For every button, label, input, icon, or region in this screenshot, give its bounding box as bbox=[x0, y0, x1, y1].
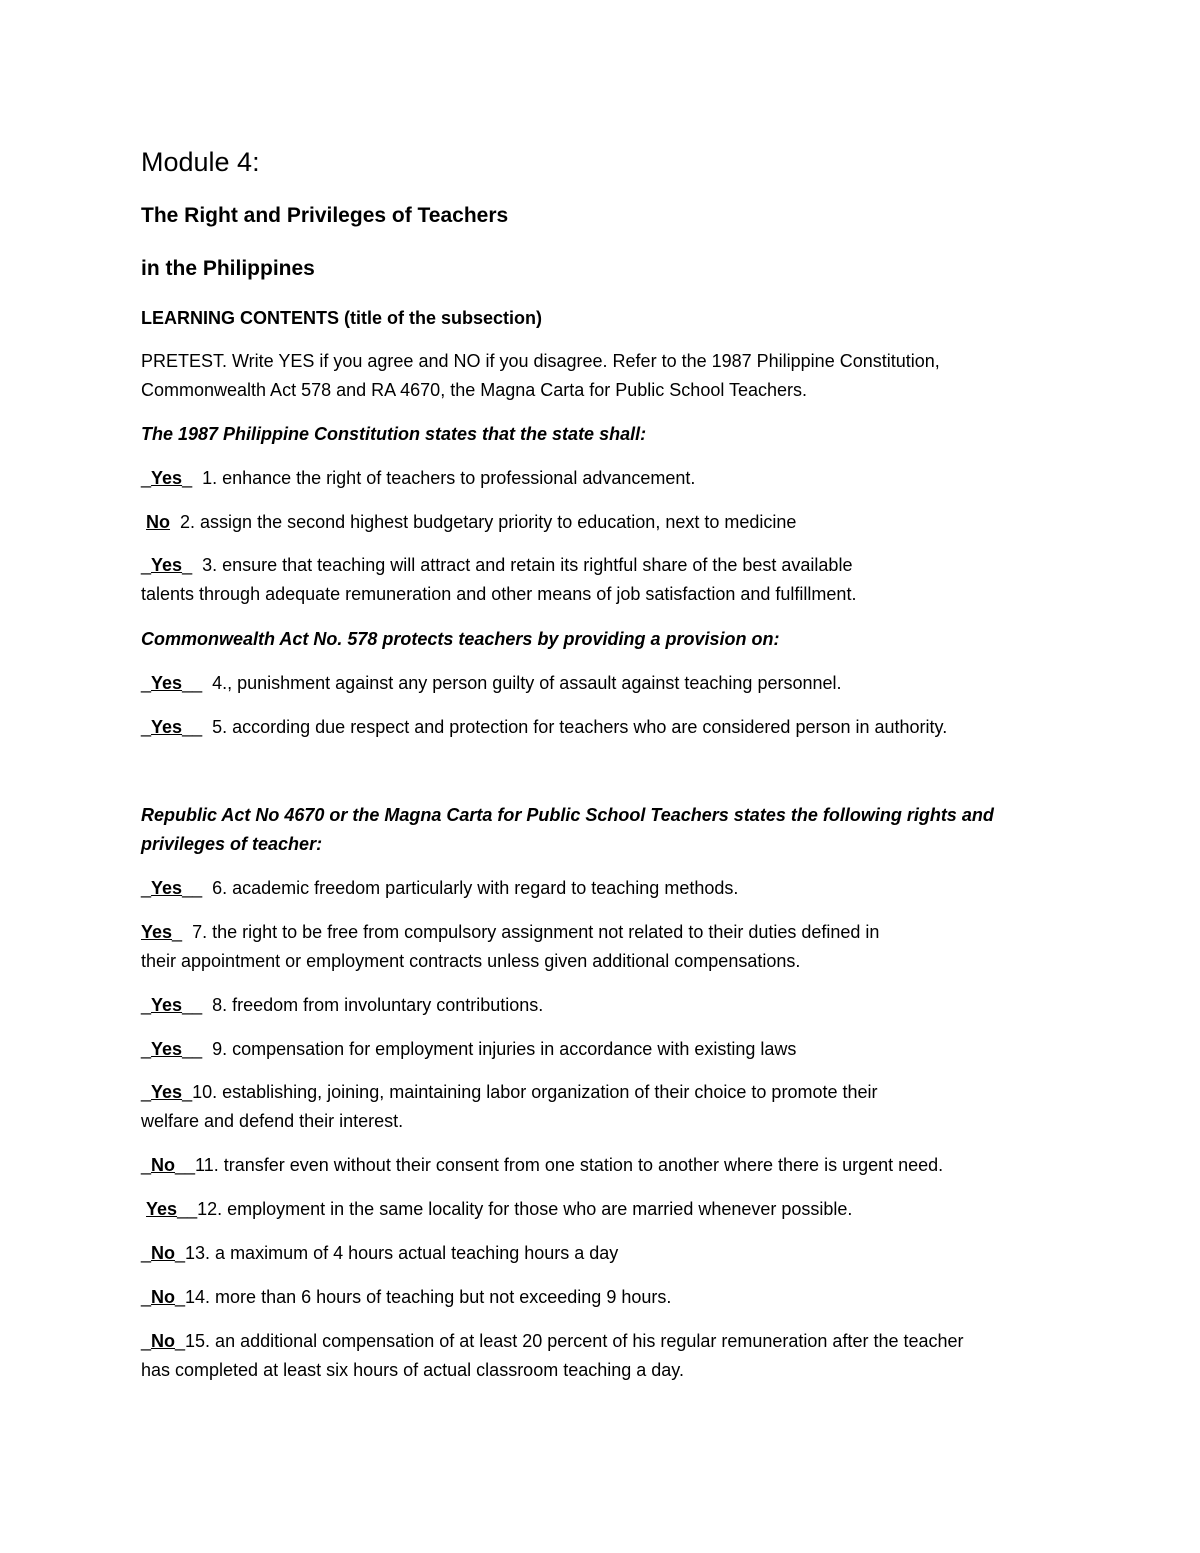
question-item-5: _Yes__ 5. according due respect and protection for teachers who are considered person in authority. bbox=[141, 717, 948, 737]
subtitle-line-2: in the Philippines bbox=[141, 257, 315, 280]
question-item-13: _No_13. a maximum of 4 hours actual teaching hours a day bbox=[141, 1243, 619, 1263]
question-text: 9. compensation for employment injuries in accordance with existing laws bbox=[202, 1039, 797, 1059]
pretest-instructions-line-1: PRETEST. Write YES if you agree and NO if you disagree. Refer to the 1987 Philippine Constitution, bbox=[141, 351, 940, 371]
question-item-4: _Yes__ 4., punishment against any person guilty of assault against teaching personnel. bbox=[141, 673, 842, 693]
question-text: 14. more than 6 hours of teaching but not exceeding 9 hours. bbox=[185, 1287, 672, 1307]
question-text: 8. freedom from involuntary contributions. bbox=[202, 995, 544, 1015]
question-item-14: _No_14. more than 6 hours of teaching but not exceeding 9 hours. bbox=[141, 1287, 672, 1307]
constitution-section-heading: The 1987 Philippine Constitution states that the state shall: bbox=[141, 424, 647, 444]
question-item-3: _Yes_ 3. ensure that teaching will attract and retain its rightful share of the best available bbox=[141, 555, 853, 575]
answer-no: No bbox=[151, 1243, 176, 1263]
question-text: 13. a maximum of 4 hours actual teaching hours a day bbox=[185, 1243, 619, 1263]
question-item-10-continuation: welfare and defend their interest. bbox=[141, 1111, 404, 1131]
question-text: 15. an additional compensation of at least 20 percent of his regular remuneration after the teacher bbox=[185, 1331, 964, 1351]
answer-no: No bbox=[151, 1155, 176, 1175]
question-item-2 bbox=[141, 511, 796, 533]
pretest-instructions-line-2: Commonwealth Act 578 and RA 4670, the Magna Carta for Public School Teachers. bbox=[141, 380, 808, 400]
answer-yes: Yes bbox=[151, 995, 183, 1015]
question-text: 3. ensure that teaching will attract and retain its rightful share of the best available bbox=[192, 555, 853, 575]
question-text: 5. according due respect and protection for teachers who are considered person in authority. bbox=[202, 717, 948, 737]
question-item-6: _Yes__ 6. academic freedom particularly with regard to teaching methods. bbox=[141, 878, 739, 898]
answer-yes: Yes bbox=[141, 922, 173, 942]
question-item-10: _Yes_10. establishing, joining, maintaining labor organization of their choice to promote their bbox=[141, 1082, 878, 1102]
question-item-1: _Yes_ 1. enhance the right of teachers to professional advancement. bbox=[141, 468, 696, 488]
question-text: 11. transfer even without their consent from one station to another where there is urgent need. bbox=[195, 1155, 944, 1175]
question-item-11: _No__11. transfer even without their consent from one station to another where there is urgent need. bbox=[141, 1155, 944, 1175]
answer-no: No bbox=[151, 1331, 176, 1351]
answer-yes: Yes bbox=[151, 1039, 183, 1059]
question-text: 2. assign the second highest budgetary priority to education, next to medicine bbox=[170, 512, 797, 532]
commonwealth-act-section-heading: Commonwealth Act No. 578 protects teachers by providing a provision on: bbox=[141, 629, 780, 649]
answer-yes: Yes bbox=[151, 468, 183, 488]
magna-carta-section-heading-line-2: privileges of teacher: bbox=[141, 834, 323, 854]
question-item-15-continuation: has completed at least six hours of actual classroom teaching a day. bbox=[141, 1360, 684, 1380]
answer-yes: Yes bbox=[151, 717, 183, 737]
module-title: Module 4: bbox=[141, 147, 260, 177]
question-text: 4., punishment against any person guilty of assault against teaching personnel. bbox=[202, 673, 842, 693]
question-text: 1. enhance the right of teachers to professional advancement. bbox=[192, 468, 696, 488]
question-text: 10. establishing, joining, maintaining labor organization of their choice to promote their bbox=[192, 1082, 878, 1102]
answer-yes: Yes bbox=[151, 1082, 183, 1102]
question-item-7: Yes_ 7. the right to be free from compulsory assignment not related to their duties defined in bbox=[141, 922, 880, 942]
learning-contents-heading: LEARNING CONTENTS (title of the subsection) bbox=[141, 308, 543, 328]
answer-yes: Yes bbox=[146, 1199, 178, 1219]
question-text: 7. the right to be free from compulsory assignment not related to their duties defined in bbox=[182, 922, 880, 942]
question-item-3-continuation: talents through adequate remuneration and other means of job satisfaction and fulfillment. bbox=[141, 584, 857, 604]
question-item-12: Yes__12. employment in the same locality for those who are married whenever possible. bbox=[146, 1199, 853, 1219]
answer-yes: Yes bbox=[151, 878, 183, 898]
question-item-9: _Yes__ 9. compensation for employment injuries in accordance with existing laws bbox=[141, 1039, 797, 1059]
question-text: 6. academic freedom particularly with regard to teaching methods. bbox=[202, 878, 739, 898]
answer-yes: Yes bbox=[151, 555, 183, 575]
question-item-8: _Yes__ 8. freedom from involuntary contributions. bbox=[141, 995, 544, 1015]
question-item-15: _No_15. an additional compensation of at least 20 percent of his regular remuneration after the teacher bbox=[141, 1331, 964, 1351]
question-text: 12. employment in the same locality for those who are married whenever possible. bbox=[197, 1199, 853, 1219]
answer-no: No bbox=[146, 512, 171, 532]
answer-yes: Yes bbox=[151, 673, 183, 693]
question-item-7-continuation: their appointment or employment contracts unless given additional compensations. bbox=[141, 951, 801, 971]
answer-no: No bbox=[151, 1287, 176, 1307]
subtitle-line-1: The Right and Privileges of Teachers bbox=[141, 204, 509, 227]
magna-carta-section-heading-line-1: Republic Act No 4670 or the Magna Carta for Public School Teachers states the following rights and bbox=[141, 805, 994, 825]
